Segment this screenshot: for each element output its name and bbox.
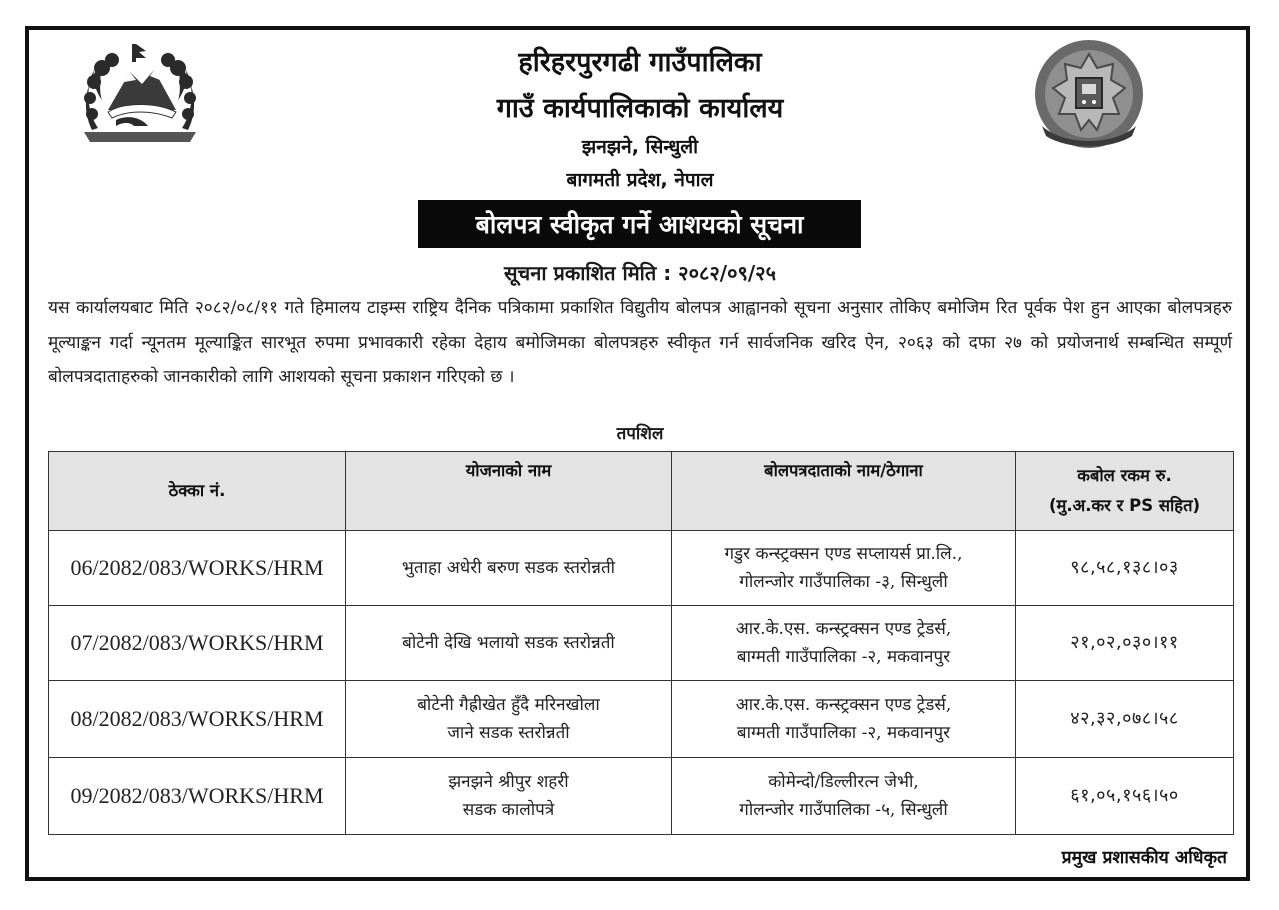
table-row (49, 531, 1234, 606)
header-amount-line-2: (मु.अ.कर र PS सहित) (1048, 496, 1201, 515)
project-name-cell (346, 531, 672, 606)
municipality-name: हरिहरपुरगढी गाउँपालिका (518, 47, 762, 78)
bidder-cell (672, 758, 1016, 835)
notice-body: यस कार्यालयबाट मिति २०८२/०८/११ गते हिमालय टाइम्स राष्ट्रिय दैनिक पत्रिकामा प्रकाशित विद्युतीय बोलपत्र आह्वानको सूचना अनुसार तोकिए बमोजिम रित पूर्वक पेश हुन आएका बोलपत्रहरु मूल्याङ्कन गर्दा न्यूनतम मूल्याङ्कित सारभूत रुपमा प्रभावकारी रहेका देहाय बमोजिमका बोलपत्रहरु स्वीकृत गर्न सार्वजनिक खरिद ऐन, २०६३ को दफा २७ को प्रयोजनार्थ सम्बन्धित सम्पूर्ण बोलपत्रदाताहरुको जानकारीको लागि आशयको सूचना प्रकाशन गरिएको छ । (48, 298, 1232, 387)
project-name-line-2: जाने सडक स्तरोन्नती (447, 723, 570, 743)
signatory-title: प्रमुख प्रशासकीय अधिकृत (1061, 848, 1227, 868)
project-name-cell (346, 681, 672, 758)
bidder-line-1: गडुर कन्स्ट्रक्सन एण्ड सप्लायर्स प्रा.लि., (724, 544, 963, 564)
address-line-2: बागमती प्रदेश, नेपाल (566, 169, 714, 191)
table-header-row (49, 452, 1234, 531)
contract-no-cell: 07/2082/083/WORKS/HRM (49, 606, 346, 681)
project-name-cell (346, 606, 672, 681)
bidder-line-1: कोमेन्दो/डिल्लीरत्न जेभी, (768, 772, 919, 792)
nepal-emblem-icon (72, 40, 208, 150)
amount-cell: ६१,०५,१५६।५० (1016, 758, 1234, 835)
awarded-bids-table (48, 451, 1234, 835)
header-project-name: योजनाको नाम (346, 452, 672, 531)
notice-title-banner (418, 200, 861, 248)
amount-cell: ९८,५८,१३८।०३ (1016, 531, 1234, 606)
project-name-line-1: बोटेनी देखि भलायो सडक स्तरोन्नती (402, 633, 615, 653)
bidder-cell (672, 681, 1016, 758)
contract-no-cell: 09/2082/083/WORKS/HRM (49, 758, 346, 835)
table-row (49, 681, 1234, 758)
municipality-seal-icon (1024, 38, 1154, 150)
address-line-1: झनझने, सिन्धुली (581, 136, 699, 158)
header-amount (1016, 452, 1234, 531)
table-row (49, 758, 1234, 835)
header-amount-line-1: कबोल रकम रु. (1077, 466, 1172, 485)
notice-title: बोलपत्र स्वीकृत गर्ने आशयको सूचना (475, 210, 804, 239)
published-date: सूचना प्रकाशित मिति : २०८२/०९/२५ (504, 261, 776, 285)
header-contract-no: ठेक्का नं. (49, 452, 346, 531)
bidder-line-2: बाग्मती गाउँपालिका -२, मकवानपुर (736, 723, 951, 743)
contract-no-cell: 08/2082/083/WORKS/HRM (49, 681, 346, 758)
project-name-line-2: सडक कालोपत्रे (462, 800, 555, 820)
bidder-line-2: गोलन्जोर गाउँपालिका -३, सिन्धुली (739, 572, 948, 592)
bidder-line-1: आर.के.एस. कन्स्ट्रक्सन एण्ड ट्रेडर्स, (735, 695, 952, 715)
bidder-line-2: गोलन्जोर गाउँपालिका -५, सिन्धुली (739, 800, 948, 820)
project-name-line-1: भुताहा अधेरी बरुण सडक स्तरोन्नती (401, 558, 616, 578)
office-name: गाउँ कार्यपालिकाको कार्यालय (496, 93, 784, 124)
bidder-line-2: बाग्मती गाउँपालिका -२, मकवानपुर (736, 647, 951, 667)
bidder-cell (672, 531, 1016, 606)
amount-cell: २१,०२,०३०।११ (1016, 606, 1234, 681)
contract-no-cell: 06/2082/083/WORKS/HRM (49, 531, 346, 606)
project-name-line-1: झनझने श्रीपुर शहरी (448, 772, 569, 792)
bidder-cell (672, 606, 1016, 681)
project-name-cell (346, 758, 672, 835)
table-row (49, 606, 1234, 681)
header-bidder: बोलपत्रदाताको नाम/ठेगाना (672, 452, 1016, 531)
schedule-label: तपशिल (616, 424, 664, 444)
project-name-line-1: बोटेनी गैह्रीखेत हुँदै मरिनखोला (417, 695, 600, 715)
amount-cell: ४२,३२,०७८।५८ (1016, 681, 1234, 758)
bidder-line-1: आर.के.एस. कन्स्ट्रक्सन एण्ड ट्रेडर्स, (735, 619, 952, 639)
